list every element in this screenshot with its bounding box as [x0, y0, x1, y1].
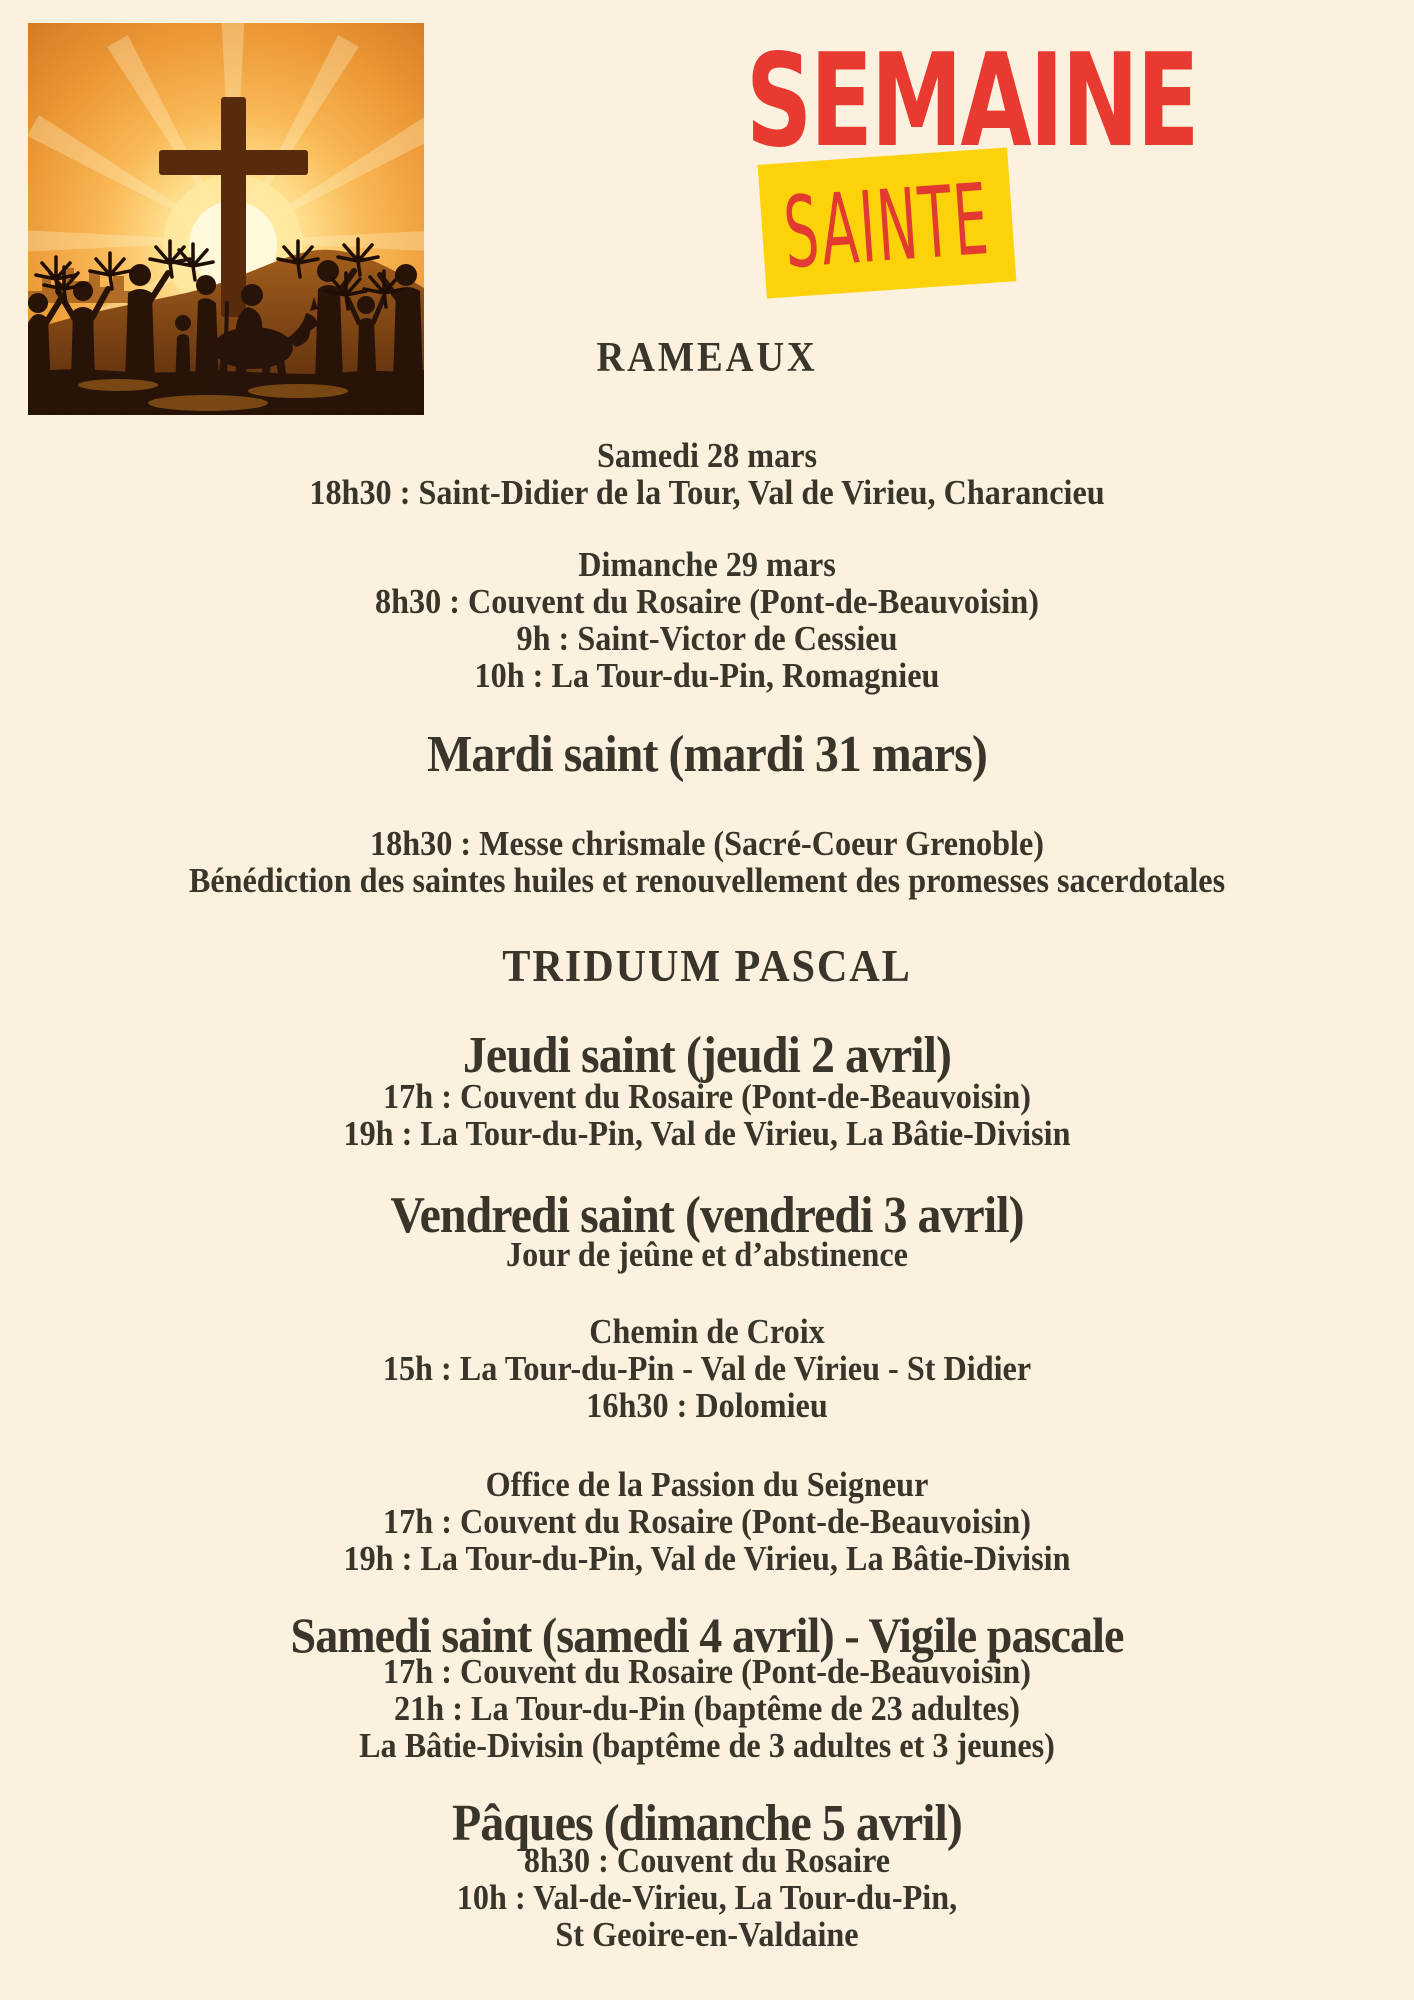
schedule [57, 330, 1358, 1953]
event-line: 9h : Saint-Victor de Cessieu [516, 619, 898, 658]
event-line: 10h : Val-de-Virieu, La Tour-du-Pin, [456, 1878, 958, 1917]
section-subtitle: Jour de jeûne et d’abstinence [506, 1235, 908, 1274]
event-line: 15h : La Tour-du-Pin - Val de Virieu - St Didier [382, 1349, 1032, 1388]
title-word-sainte: SAINTE [780, 162, 994, 292]
section-mardi-saint [57, 727, 1358, 899]
section-triduum-pascal [57, 941, 1358, 991]
event-title: Office de la Passion du Seigneur [485, 1465, 929, 1504]
event-line: 19h : La Tour-du-Pin, Val de Virieu, La Bâtie-Divisin [343, 1114, 1071, 1153]
event-line: 19h : La Tour-du-Pin, Val de Virieu, La Bâtie-Divisin [343, 1539, 1071, 1578]
event-line: St Geoire-en-Valdaine [555, 1915, 859, 1954]
section-vendredi-saint [57, 1188, 1358, 1577]
event-line: 18h30 : Saint-Didier de la Tour, Val de Virieu, Charancieu [309, 473, 1105, 512]
event-line: 8h30 : Couvent du Rosaire (Pont-de-Beauvoisin) [374, 582, 1040, 621]
section-samedi-saint [57, 1607, 1358, 1764]
event-line: Dimanche 29 mars [578, 545, 836, 584]
event-line: 17h : Couvent du Rosaire (Pont-de-Beauvoisin) [383, 1502, 1031, 1541]
event-line: Bénédiction des saintes huiles et renouvellement des promesses sacerdotales [188, 861, 1226, 900]
section-heading: TRIDUUM PASCAL [502, 940, 912, 991]
event-line: Samedi 28 mars [596, 436, 818, 475]
section-heading: Pâques (dimanche 5 avril) [452, 1795, 962, 1852]
section-heading: Jeudi saint (jeudi 2 avril) [462, 1027, 952, 1084]
section-rameaux [57, 335, 1358, 694]
event-title: Chemin de Croix [589, 1312, 825, 1351]
section-paques [57, 1796, 1358, 1953]
event-line: La Bâtie-Divisin (baptême de 3 adultes et 3 jeunes) [359, 1726, 1055, 1765]
event-line: 16h30 : Dolomieu [586, 1386, 828, 1425]
section-heading: Vendredi saint (vendredi 3 avril) [390, 1187, 1024, 1244]
event-line: 17h : Couvent du Rosaire (Pont-de-Beauvoisin) [383, 1652, 1031, 1691]
section-jeudi-saint [57, 1028, 1358, 1152]
section-heading: RAMEAUX [596, 335, 818, 381]
event-line: 8h30 : Couvent du Rosaire [523, 1841, 891, 1880]
event-line: 21h : La Tour-du-Pin (baptême de 23 adultes) [394, 1689, 1020, 1728]
event-line: 10h : La Tour-du-Pin, Romagnieu [474, 656, 940, 695]
title-word-semaine: SEMAINE [745, 27, 1198, 176]
section-heading: Samedi saint (samedi 4 avril) - Vigile pascale [290, 1607, 1124, 1663]
event-line: 17h : Couvent du Rosaire (Pont-de-Beauvoisin) [383, 1077, 1031, 1116]
poster-title [658, 27, 1198, 176]
section-heading: Mardi saint (mardi 31 mars) [427, 726, 987, 783]
event-line: 18h30 : Messe chrismale (Sacré-Coeur Grenoble) [370, 824, 1044, 863]
